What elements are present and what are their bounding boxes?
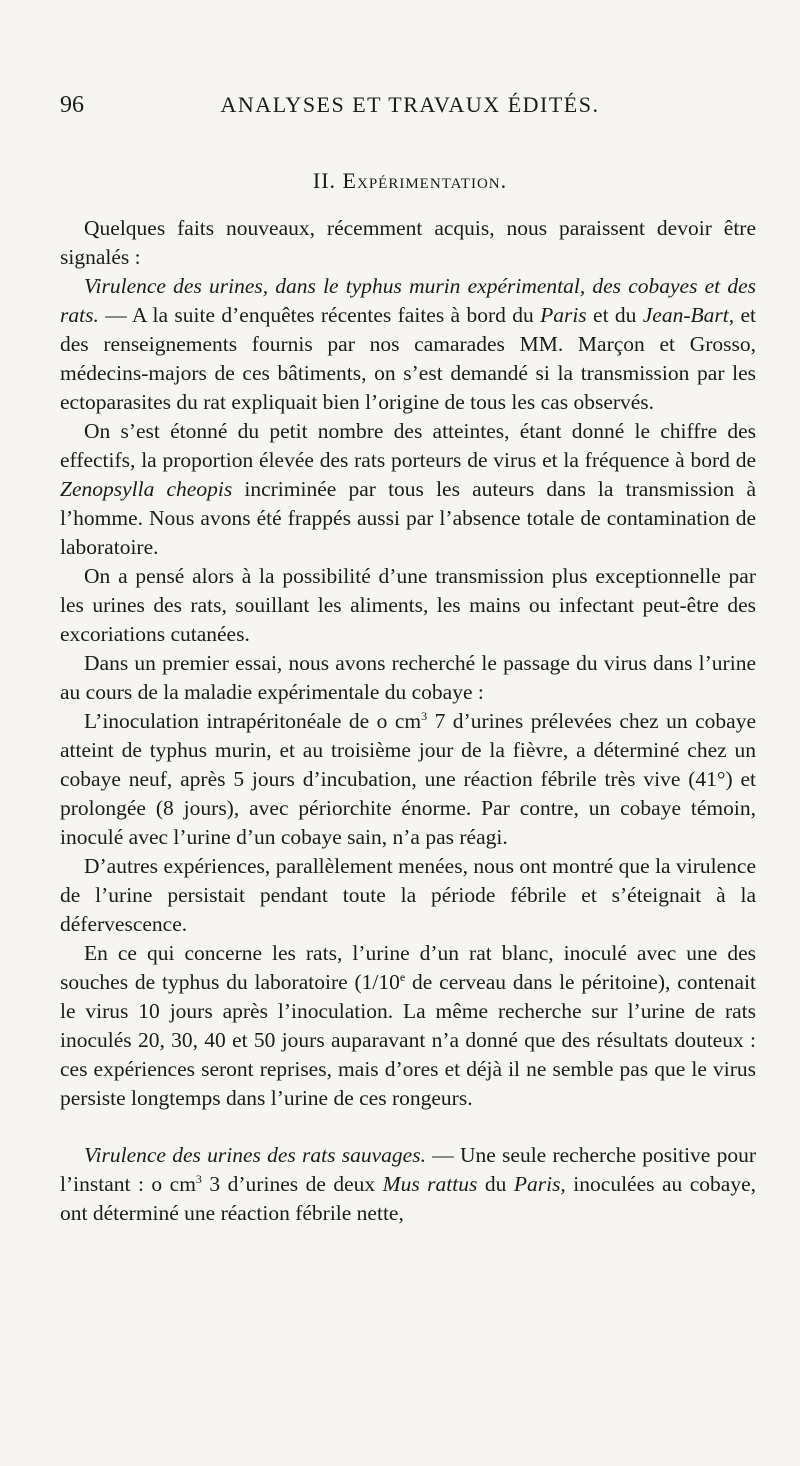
paragraph bbox=[60, 1141, 756, 1228]
section-heading bbox=[60, 168, 760, 194]
paragraph bbox=[60, 649, 756, 707]
text-run: 7 d’urines prélevées chez un cobaye atteint de typhus murin, et au troisième jour de la fièvre, a déterminé chez un cobaye neuf, après 5 jours d’incubation, une réaction fébrile très vive (41°) et prolongée (8 jours), avec périorchite énorme. Par contre, un cobaye témoin, inoculé avec l’urine d’un cobaye sain, n’a pas réagi. bbox=[60, 709, 756, 849]
text-run: de cerveau dans le péritoine), contenait le virus 10 jours après l’inoculation. La même recherche sur l’urine de rats inoculés 20, 30, 40 et 50 jours auparavant n’a donné que des résultats douteux : ces expériences seront reprises, mais d’ores et déjà il ne semble pas que le virus persiste longtemps dans l’urine de ces rongeurs. bbox=[60, 970, 756, 1110]
text-run: du bbox=[477, 1172, 514, 1196]
text-run: Quelques faits nouveaux, récemment acquis, nous paraissent devoir être signalés : bbox=[60, 216, 756, 269]
paragraph bbox=[60, 707, 756, 852]
paragraph bbox=[60, 562, 756, 649]
superscript: 3 bbox=[195, 1171, 202, 1186]
superscript: e bbox=[399, 969, 406, 984]
paragraph bbox=[60, 939, 756, 1113]
text-run: En ce qui concerne les rats, l’urine d’un rat blanc, inoculé avec une des souches de typhus du laboratoire (1/10 bbox=[60, 941, 756, 994]
italic-run: Paris, bbox=[513, 1172, 566, 1196]
italic-run: Virulence des urines, dans le typhus murin expérimental, des cobayes et des rats. bbox=[60, 274, 756, 327]
section-title-text: Expérimentation. bbox=[342, 168, 508, 193]
italic-run: Zenopsylla cheopis bbox=[60, 477, 233, 501]
text-run: L’inoculation intrapéritonéale de o cm bbox=[84, 709, 422, 733]
paragraph bbox=[60, 272, 756, 417]
italic-run: Virulence des urines des rats sauvages. bbox=[84, 1143, 426, 1167]
text-run: — A la suite d’enquêtes récentes faites à bord du bbox=[98, 303, 541, 327]
italic-run: Jean-Bart, bbox=[642, 303, 735, 327]
text-run: On s’est étonné du petit nombre des atteintes, étant donné le chiffre des effectifs, la proportion élevée des rats porteurs de virus et la fréquence à bord de bbox=[60, 419, 756, 472]
text-run: inoculées au cobaye, ont déterminé une réaction fébrile nette, bbox=[60, 1172, 757, 1225]
page-header bbox=[60, 92, 760, 122]
page-number: 96 bbox=[60, 92, 84, 118]
text-run: On a pensé alors à la possibilité d’une transmission plus exceptionnelle par les urines des rats, souillant les aliments, les mains ou infectant peut-être des excoriations cutanées. bbox=[60, 564, 756, 646]
text-run: et des renseignements fournis par nos camarades MM. Marçon et Grosso, médecins-majors de ces bâtiments, on s’est demandé si la transmission par les ectoparasites du rat expliquait bien l’origine de tous les cas observés. bbox=[60, 303, 756, 414]
superscript: 3 bbox=[421, 708, 428, 723]
text-run: 3 d’urines de deux bbox=[201, 1172, 383, 1196]
italic-run: Paris bbox=[540, 303, 587, 327]
section-number: II. bbox=[312, 168, 337, 193]
text-run: — Une seule recherche positive pour l’instant : o cm bbox=[60, 1143, 756, 1196]
paragraph bbox=[60, 852, 756, 939]
text-run: D’autres expériences, parallèlement menées, nous ont montré que la virulence de l’urine persistait pendant toute la période fébrile et s’éteignait à la défervescence. bbox=[60, 854, 756, 936]
text-run: Dans un premier essai, nous avons recherché le passage du virus dans l’urine au cours de la maladie expérimentale du cobaye : bbox=[60, 651, 756, 704]
body-text bbox=[60, 214, 756, 1228]
text-run: incriminée par tous les auteurs dans la transmission à l’homme. Nous avons été frappés aussi par l’absence totale de contamination de laboratoire. bbox=[60, 477, 756, 559]
paragraph bbox=[60, 417, 756, 562]
italic-run: Mus rattus bbox=[382, 1172, 478, 1196]
running-title: ANALYSES ET TRAVAUX ÉDITÉS. bbox=[220, 92, 600, 117]
text-run: et du bbox=[586, 303, 643, 327]
paragraph bbox=[60, 214, 756, 272]
